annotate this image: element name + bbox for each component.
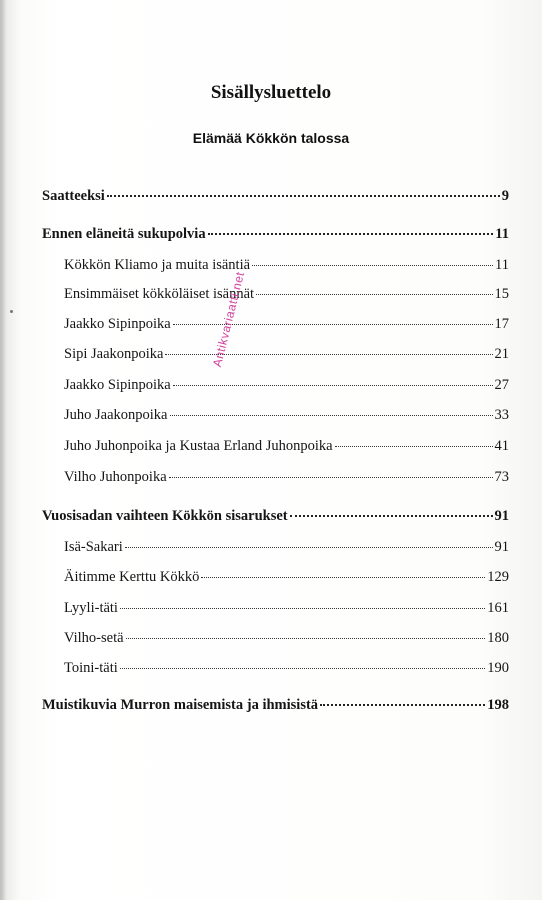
toc-leader-dots: [290, 515, 493, 517]
toc-row: [64, 316, 509, 333]
toc-entry-label: Vuosisadan vaihteen Kökkön sisarukset: [42, 508, 288, 524]
toc-page-number: 33: [494, 407, 509, 423]
toc-leader-dots: [120, 608, 485, 609]
toc-entry-label: Vilho-setä: [64, 630, 124, 646]
toc-leader-dots: [169, 477, 493, 478]
toc-leader-dots: [208, 233, 494, 235]
toc-page-number: 11: [495, 226, 509, 242]
toc-leader-dots: [125, 547, 493, 548]
toc-row: [42, 508, 509, 525]
toc-row: [64, 660, 509, 677]
toc-page-number: 91: [494, 508, 509, 524]
toc-entry-label: Ensimmäiset kökköläiset isännät: [64, 286, 255, 302]
toc-page-number: 27: [494, 377, 509, 393]
toc-row: [42, 226, 509, 243]
toc-leader-dots: [256, 294, 492, 295]
toc-entry-label: Sipi Jaakonpoika: [64, 346, 164, 362]
toc-row: [42, 697, 509, 714]
toc-leader-dots: [120, 668, 485, 669]
toc-entry-label: Jaakko Sipinpoika: [64, 377, 171, 393]
toc-page-number: 91: [494, 539, 509, 555]
section-subtitle: Elämää Kökkön talossa: [192, 130, 350, 146]
toc-row: [42, 188, 509, 205]
toc-entry-label: Jaakko Sipinpoika: [64, 316, 171, 332]
toc-entry-label: Äitimme Kerttu Kökkö: [64, 569, 200, 585]
toc-page-number: 73: [494, 469, 509, 485]
paper-speck: [10, 310, 13, 313]
toc-leader-dots: [126, 638, 486, 639]
toc-entry-label: Juho Jaakonpoika: [64, 407, 168, 423]
toc-row: [64, 600, 509, 617]
toc-leader-dots: [252, 265, 493, 266]
page-title: Sisällysluettelo: [210, 82, 332, 103]
toc-page-number: 190: [487, 660, 509, 676]
toc-row: [64, 286, 509, 303]
toc-entry-label: Kökkön Kliamo ja muita isäntiä: [64, 257, 251, 273]
toc-leader-dots: [107, 195, 500, 197]
toc-row: [64, 539, 509, 556]
toc-page-number: 198: [487, 697, 509, 713]
toc-page-number: 21: [494, 346, 509, 362]
toc-page-number: 41: [494, 438, 509, 454]
toc-page-number: 17: [494, 316, 509, 332]
toc-leader-dots: [320, 704, 485, 706]
toc-leader-dots: [335, 446, 493, 447]
toc-row: [64, 377, 509, 394]
toc-row: [64, 257, 509, 274]
toc-page-number: 9: [501, 188, 509, 204]
toc-page-number: 11: [495, 257, 509, 273]
toc-page-number: 180: [487, 630, 509, 646]
toc-leader-dots: [201, 577, 485, 578]
toc-entry-label: Vilho Juhonpoika: [64, 469, 167, 485]
toc-entry-label: Muistikuvia Murron maisemista ja ihmisistä: [42, 697, 319, 713]
toc-leader-dots: [173, 385, 493, 386]
toc-page-number: 129: [487, 569, 509, 585]
toc-row: [64, 469, 509, 486]
toc-entry-label: Juho Juhonpoika ja Kustaa Erland Juhonpoika: [64, 438, 333, 454]
toc-page-number: 15: [494, 286, 509, 302]
toc-row: [64, 438, 509, 455]
toc-row: [64, 407, 509, 424]
toc-row: [64, 346, 509, 363]
toc-entry-label: Saatteeksi: [42, 188, 105, 204]
toc-row: [64, 569, 509, 586]
toc-row: [64, 630, 509, 647]
toc-entry-label: Isä-Sakari: [64, 539, 123, 555]
toc-entry-label: Toini-täti: [64, 660, 118, 676]
toc-leader-dots: [170, 415, 493, 416]
toc-entry-label: Lyyli-täti: [64, 600, 118, 616]
toc-entry-label: Ennen eläneitä sukupolvia: [42, 226, 206, 242]
toc-page-number: 161: [487, 600, 509, 616]
watermark-text: Antikvariaatti.net: [210, 270, 248, 369]
